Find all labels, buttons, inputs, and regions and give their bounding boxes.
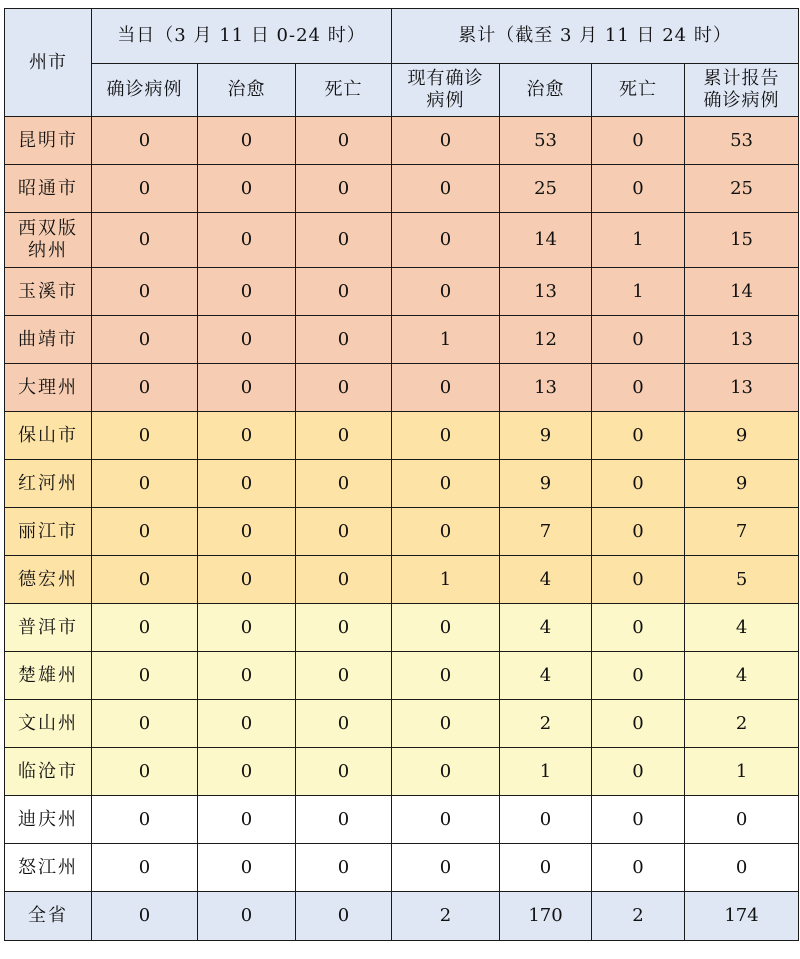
value-cell: 0	[392, 700, 500, 748]
value-cell: 1	[392, 316, 500, 364]
region-name-cell: 保山市	[5, 412, 92, 460]
value-cell: 0	[92, 604, 198, 652]
value-cell: 4	[500, 652, 592, 700]
value-cell: 0	[392, 268, 500, 316]
value-cell: 13	[685, 316, 799, 364]
table-row	[5, 117, 799, 165]
value-cell: 0	[198, 508, 296, 556]
value-cell: 0	[392, 844, 500, 892]
value-cell: 0	[92, 412, 198, 460]
region-name-cell: 红河州	[5, 460, 92, 508]
table-row	[5, 165, 799, 213]
region-name-cell: 西双版 纳州	[5, 213, 92, 268]
cumulative-group-header: 累计（截至 3 月 11 日 24 时）	[392, 9, 799, 64]
value-cell: 0	[296, 165, 392, 213]
value-cell: 0	[296, 412, 392, 460]
table-row	[5, 213, 799, 268]
value-cell: 0	[92, 796, 198, 844]
value-cell: 0	[198, 117, 296, 165]
value-cell: 0	[198, 412, 296, 460]
value-cell: 0	[392, 748, 500, 796]
region-name-cell: 迪庆州	[5, 796, 92, 844]
value-cell: 0	[198, 556, 296, 604]
value-cell: 1	[592, 268, 685, 316]
value-cell: 0	[592, 165, 685, 213]
table-row	[5, 268, 799, 316]
value-cell: 0	[198, 364, 296, 412]
value-cell: 0	[500, 844, 592, 892]
value-cell: 0	[296, 604, 392, 652]
value-cell: 0	[592, 652, 685, 700]
value-cell: 0	[198, 796, 296, 844]
total-value-cell: 2	[392, 892, 500, 941]
total-value-cell: 0	[198, 892, 296, 941]
region-name-cell: 楚雄州	[5, 652, 92, 700]
value-cell: 4	[500, 604, 592, 652]
header-column-row	[5, 64, 799, 117]
value-cell: 0	[685, 796, 799, 844]
value-cell: 0	[392, 604, 500, 652]
table-row	[5, 604, 799, 652]
total-value-cell: 2	[592, 892, 685, 941]
value-cell: 0	[296, 213, 392, 268]
value-cell: 9	[685, 460, 799, 508]
value-cell: 0	[296, 364, 392, 412]
value-cell: 0	[198, 700, 296, 748]
value-cell: 0	[296, 117, 392, 165]
value-cell: 0	[296, 652, 392, 700]
value-cell: 0	[198, 604, 296, 652]
table-row	[5, 316, 799, 364]
total-value-cell: 0	[92, 892, 198, 941]
value-cell: 0	[296, 844, 392, 892]
value-cell: 53	[500, 117, 592, 165]
value-cell: 0	[592, 700, 685, 748]
value-cell: 0	[198, 652, 296, 700]
table-body	[5, 9, 799, 941]
cumulative-column-header: 治愈	[500, 64, 592, 117]
case-statistics-table	[4, 8, 799, 941]
value-cell: 0	[198, 748, 296, 796]
region-column-header: 州市	[5, 9, 92, 117]
value-cell: 0	[392, 117, 500, 165]
value-cell: 0	[392, 460, 500, 508]
value-cell: 0	[92, 652, 198, 700]
value-cell: 5	[685, 556, 799, 604]
value-cell: 15	[685, 213, 799, 268]
table-row	[5, 652, 799, 700]
value-cell: 0	[92, 165, 198, 213]
value-cell: 0	[592, 556, 685, 604]
total-label-cell: 全省	[5, 892, 92, 941]
value-cell: 0	[92, 117, 198, 165]
total-value-cell: 174	[685, 892, 799, 941]
table-row	[5, 412, 799, 460]
cumulative-column-header: 现有确诊 病例	[392, 64, 500, 117]
value-cell: 0	[296, 460, 392, 508]
region-name-cell: 昆明市	[5, 117, 92, 165]
value-cell: 0	[92, 700, 198, 748]
region-name-cell: 昭通市	[5, 165, 92, 213]
total-row	[5, 892, 799, 941]
cumulative-column-header: 死亡	[592, 64, 685, 117]
value-cell: 0	[198, 316, 296, 364]
cumulative-column-header: 累计报告 确诊病例	[685, 64, 799, 117]
value-cell: 2	[685, 700, 799, 748]
value-cell: 0	[92, 268, 198, 316]
value-cell: 0	[500, 796, 592, 844]
value-cell: 0	[198, 268, 296, 316]
value-cell: 0	[592, 604, 685, 652]
value-cell: 0	[198, 165, 296, 213]
region-name-cell: 玉溪市	[5, 268, 92, 316]
value-cell: 14	[500, 213, 592, 268]
value-cell: 0	[392, 796, 500, 844]
daily-column-header: 死亡	[296, 64, 392, 117]
header-group-row	[5, 9, 799, 64]
value-cell: 0	[296, 316, 392, 364]
value-cell: 1	[685, 748, 799, 796]
value-cell: 0	[92, 844, 198, 892]
value-cell: 0	[392, 165, 500, 213]
table-row	[5, 700, 799, 748]
value-cell: 0	[592, 460, 685, 508]
value-cell: 7	[500, 508, 592, 556]
value-cell: 0	[296, 796, 392, 844]
table-row	[5, 556, 799, 604]
region-name-cell: 普洱市	[5, 604, 92, 652]
table-row	[5, 796, 799, 844]
value-cell: 0	[296, 508, 392, 556]
daily-column-header: 治愈	[198, 64, 296, 117]
value-cell: 0	[392, 508, 500, 556]
value-cell: 9	[500, 460, 592, 508]
value-cell: 0	[198, 213, 296, 268]
region-name-cell: 临沧市	[5, 748, 92, 796]
total-value-cell: 0	[296, 892, 392, 941]
value-cell: 53	[685, 117, 799, 165]
value-cell: 0	[296, 556, 392, 604]
value-cell: 1	[592, 213, 685, 268]
value-cell: 0	[392, 364, 500, 412]
value-cell: 2	[500, 700, 592, 748]
value-cell: 4	[685, 604, 799, 652]
value-cell: 0	[592, 364, 685, 412]
value-cell: 0	[392, 412, 500, 460]
value-cell: 13	[500, 268, 592, 316]
region-name-cell: 大理州	[5, 364, 92, 412]
value-cell: 1	[392, 556, 500, 604]
value-cell: 0	[392, 652, 500, 700]
table-row	[5, 844, 799, 892]
value-cell: 14	[685, 268, 799, 316]
value-cell: 0	[198, 844, 296, 892]
region-name-cell: 德宏州	[5, 556, 92, 604]
region-name-cell: 曲靖市	[5, 316, 92, 364]
value-cell: 0	[685, 844, 799, 892]
value-cell: 0	[92, 508, 198, 556]
region-name-cell: 怒江州	[5, 844, 92, 892]
value-cell: 0	[592, 316, 685, 364]
table-row	[5, 364, 799, 412]
value-cell: 4	[685, 652, 799, 700]
value-cell: 0	[92, 556, 198, 604]
region-name-cell: 文山州	[5, 700, 92, 748]
value-cell: 9	[685, 412, 799, 460]
value-cell: 12	[500, 316, 592, 364]
value-cell: 0	[392, 213, 500, 268]
value-cell: 0	[296, 700, 392, 748]
value-cell: 25	[500, 165, 592, 213]
value-cell: 0	[592, 508, 685, 556]
value-cell: 9	[500, 412, 592, 460]
value-cell: 0	[92, 213, 198, 268]
value-cell: 13	[685, 364, 799, 412]
daily-column-header: 确诊病例	[92, 64, 198, 117]
value-cell: 25	[685, 165, 799, 213]
total-value-cell: 170	[500, 892, 592, 941]
table-row	[5, 508, 799, 556]
value-cell: 0	[592, 117, 685, 165]
table-row	[5, 460, 799, 508]
table-row	[5, 748, 799, 796]
value-cell: 0	[92, 364, 198, 412]
value-cell: 0	[592, 796, 685, 844]
value-cell: 0	[592, 844, 685, 892]
value-cell: 1	[500, 748, 592, 796]
value-cell: 0	[92, 316, 198, 364]
value-cell: 0	[296, 268, 392, 316]
value-cell: 7	[685, 508, 799, 556]
value-cell: 0	[592, 748, 685, 796]
value-cell: 13	[500, 364, 592, 412]
value-cell: 0	[92, 748, 198, 796]
daily-group-header: 当日（3 月 11 日 0-24 时）	[92, 9, 392, 64]
value-cell: 0	[198, 460, 296, 508]
value-cell: 0	[92, 460, 198, 508]
value-cell: 0	[296, 748, 392, 796]
region-name-cell: 丽江市	[5, 508, 92, 556]
value-cell: 0	[592, 412, 685, 460]
value-cell: 4	[500, 556, 592, 604]
